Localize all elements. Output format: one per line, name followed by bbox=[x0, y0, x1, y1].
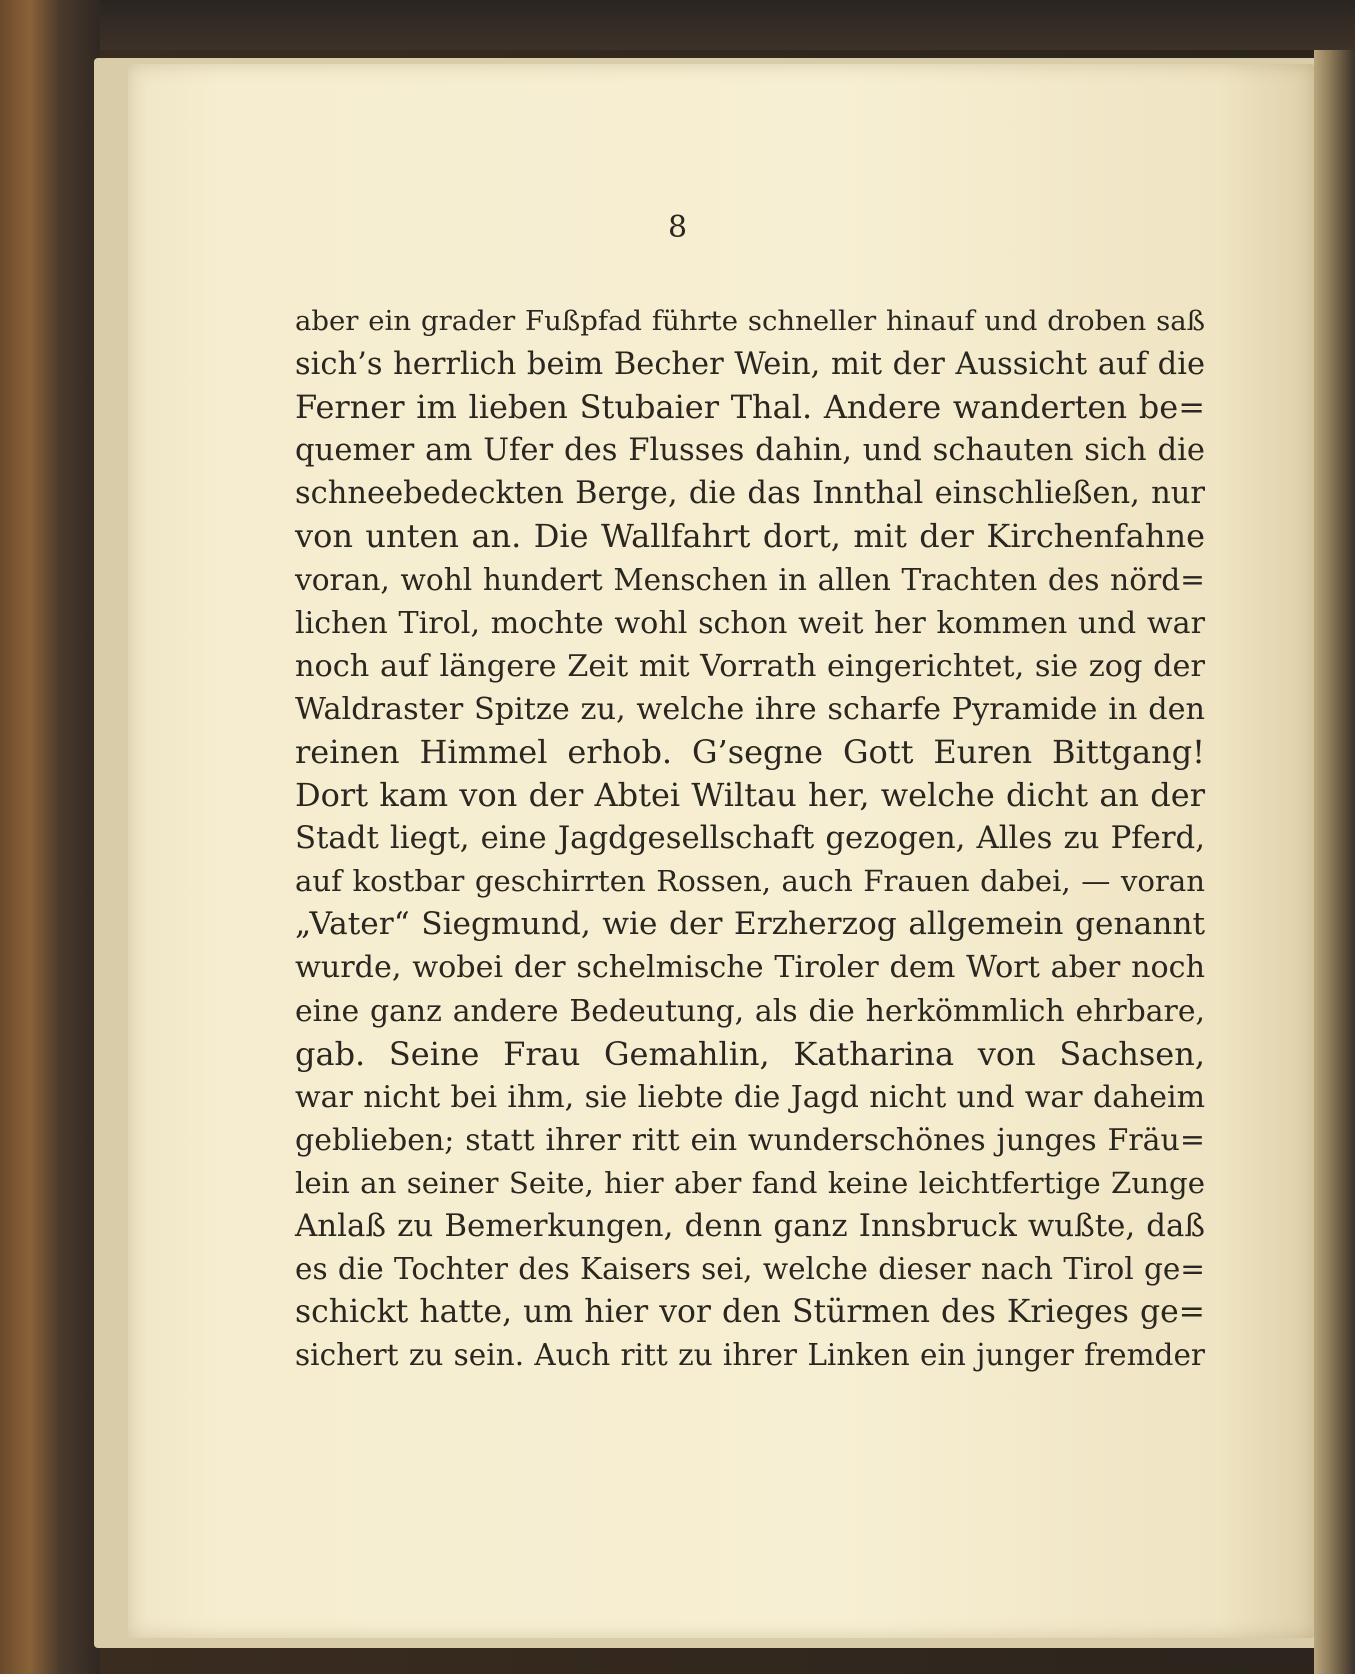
body-text bbox=[295, 300, 1205, 1377]
text-line: voran, wohl hundert Menschen in allen Trachten des nörd= bbox=[295, 562, 1205, 597]
text-line: noch auf längere Zeit mit Vorrath eingerichtet, sie zog der bbox=[295, 648, 1205, 684]
text-line: wurde, wobei der schelmische Tiroler dem Wort aber noch bbox=[295, 950, 1205, 986]
text-line: geblieben; statt ihrer ritt ein wunderschönes junges Fräu= bbox=[295, 1122, 1205, 1158]
text-line: eine ganz andere Bedeutung, als die herkömmlich ehrbare, bbox=[295, 993, 1205, 1029]
text-line: Stadt liegt, eine Jagdgesellschaft gezogen, Alles zu Pferd, bbox=[295, 820, 1205, 857]
text-line: auf kostbar geschirrten Rossen, auch Frauen dabei, — voran bbox=[295, 864, 1205, 899]
text-line: Waldraster Spitze zu, welche ihre scharfe Pyramide in den bbox=[295, 691, 1205, 727]
text-line: war nicht bei ihm, sie liebte die Jagd nicht und war daheim bbox=[295, 1079, 1205, 1115]
book-cover-top-edge bbox=[0, 0, 1355, 50]
text-line: lein an seiner Seite, hier aber fand keine leichtfertige Zunge bbox=[295, 1165, 1205, 1200]
text-line: Anlaß zu Bemerkungen, denn ganz Innsbruck wußte, daß bbox=[295, 1207, 1205, 1244]
page-number: 8 bbox=[667, 210, 688, 245]
text-line: Ferner im lieben Stubaier Thal. Andere wanderten be= bbox=[295, 388, 1205, 427]
text-line: gab. Seine Frau Gemahlin, Katharina von Sachsen, bbox=[295, 1034, 1205, 1073]
text-line: es die Tochter des Kaisers sei, welche dieser nach Tirol ge= bbox=[295, 1252, 1205, 1287]
text-line: sichert zu sein. Auch ritt zu ihrer Linken ein junger fremder bbox=[295, 1338, 1205, 1373]
text-line: schickt hatte, um hier vor den Stürmen des Krieges ge= bbox=[295, 1294, 1205, 1331]
text-line: aber ein grader Fußpfad führte schneller hinauf und droben saß bbox=[295, 305, 1205, 337]
text-line: reinen Himmel erhob. G’segne Gott Euren Bittgang! bbox=[295, 732, 1205, 771]
text-line: sich’s herrlich beim Becher Wein, mit der Aussicht auf die bbox=[295, 347, 1205, 383]
text-line: lichen Tirol, mochte wohl schon weit her kommen und war bbox=[295, 605, 1205, 641]
text-line: von unten an. Die Wallfahrt dort, mit der Kirchenfahne bbox=[295, 517, 1205, 556]
text-line: schneebedeckten Berge, die das Innthal einschließen, nur bbox=[295, 476, 1205, 512]
right-page-gutter bbox=[1314, 50, 1355, 1674]
text-line: „Vater“ Siegmund, wie der Erzherzog allgemein genannt bbox=[295, 906, 1205, 943]
text-line: Dort kam von der Abtei Wiltau her, welche dicht an der bbox=[295, 776, 1205, 815]
book-spine bbox=[0, 0, 100, 1674]
text-line: quemer am Ufer des Flusses dahin, und schauten sich die bbox=[295, 433, 1205, 469]
